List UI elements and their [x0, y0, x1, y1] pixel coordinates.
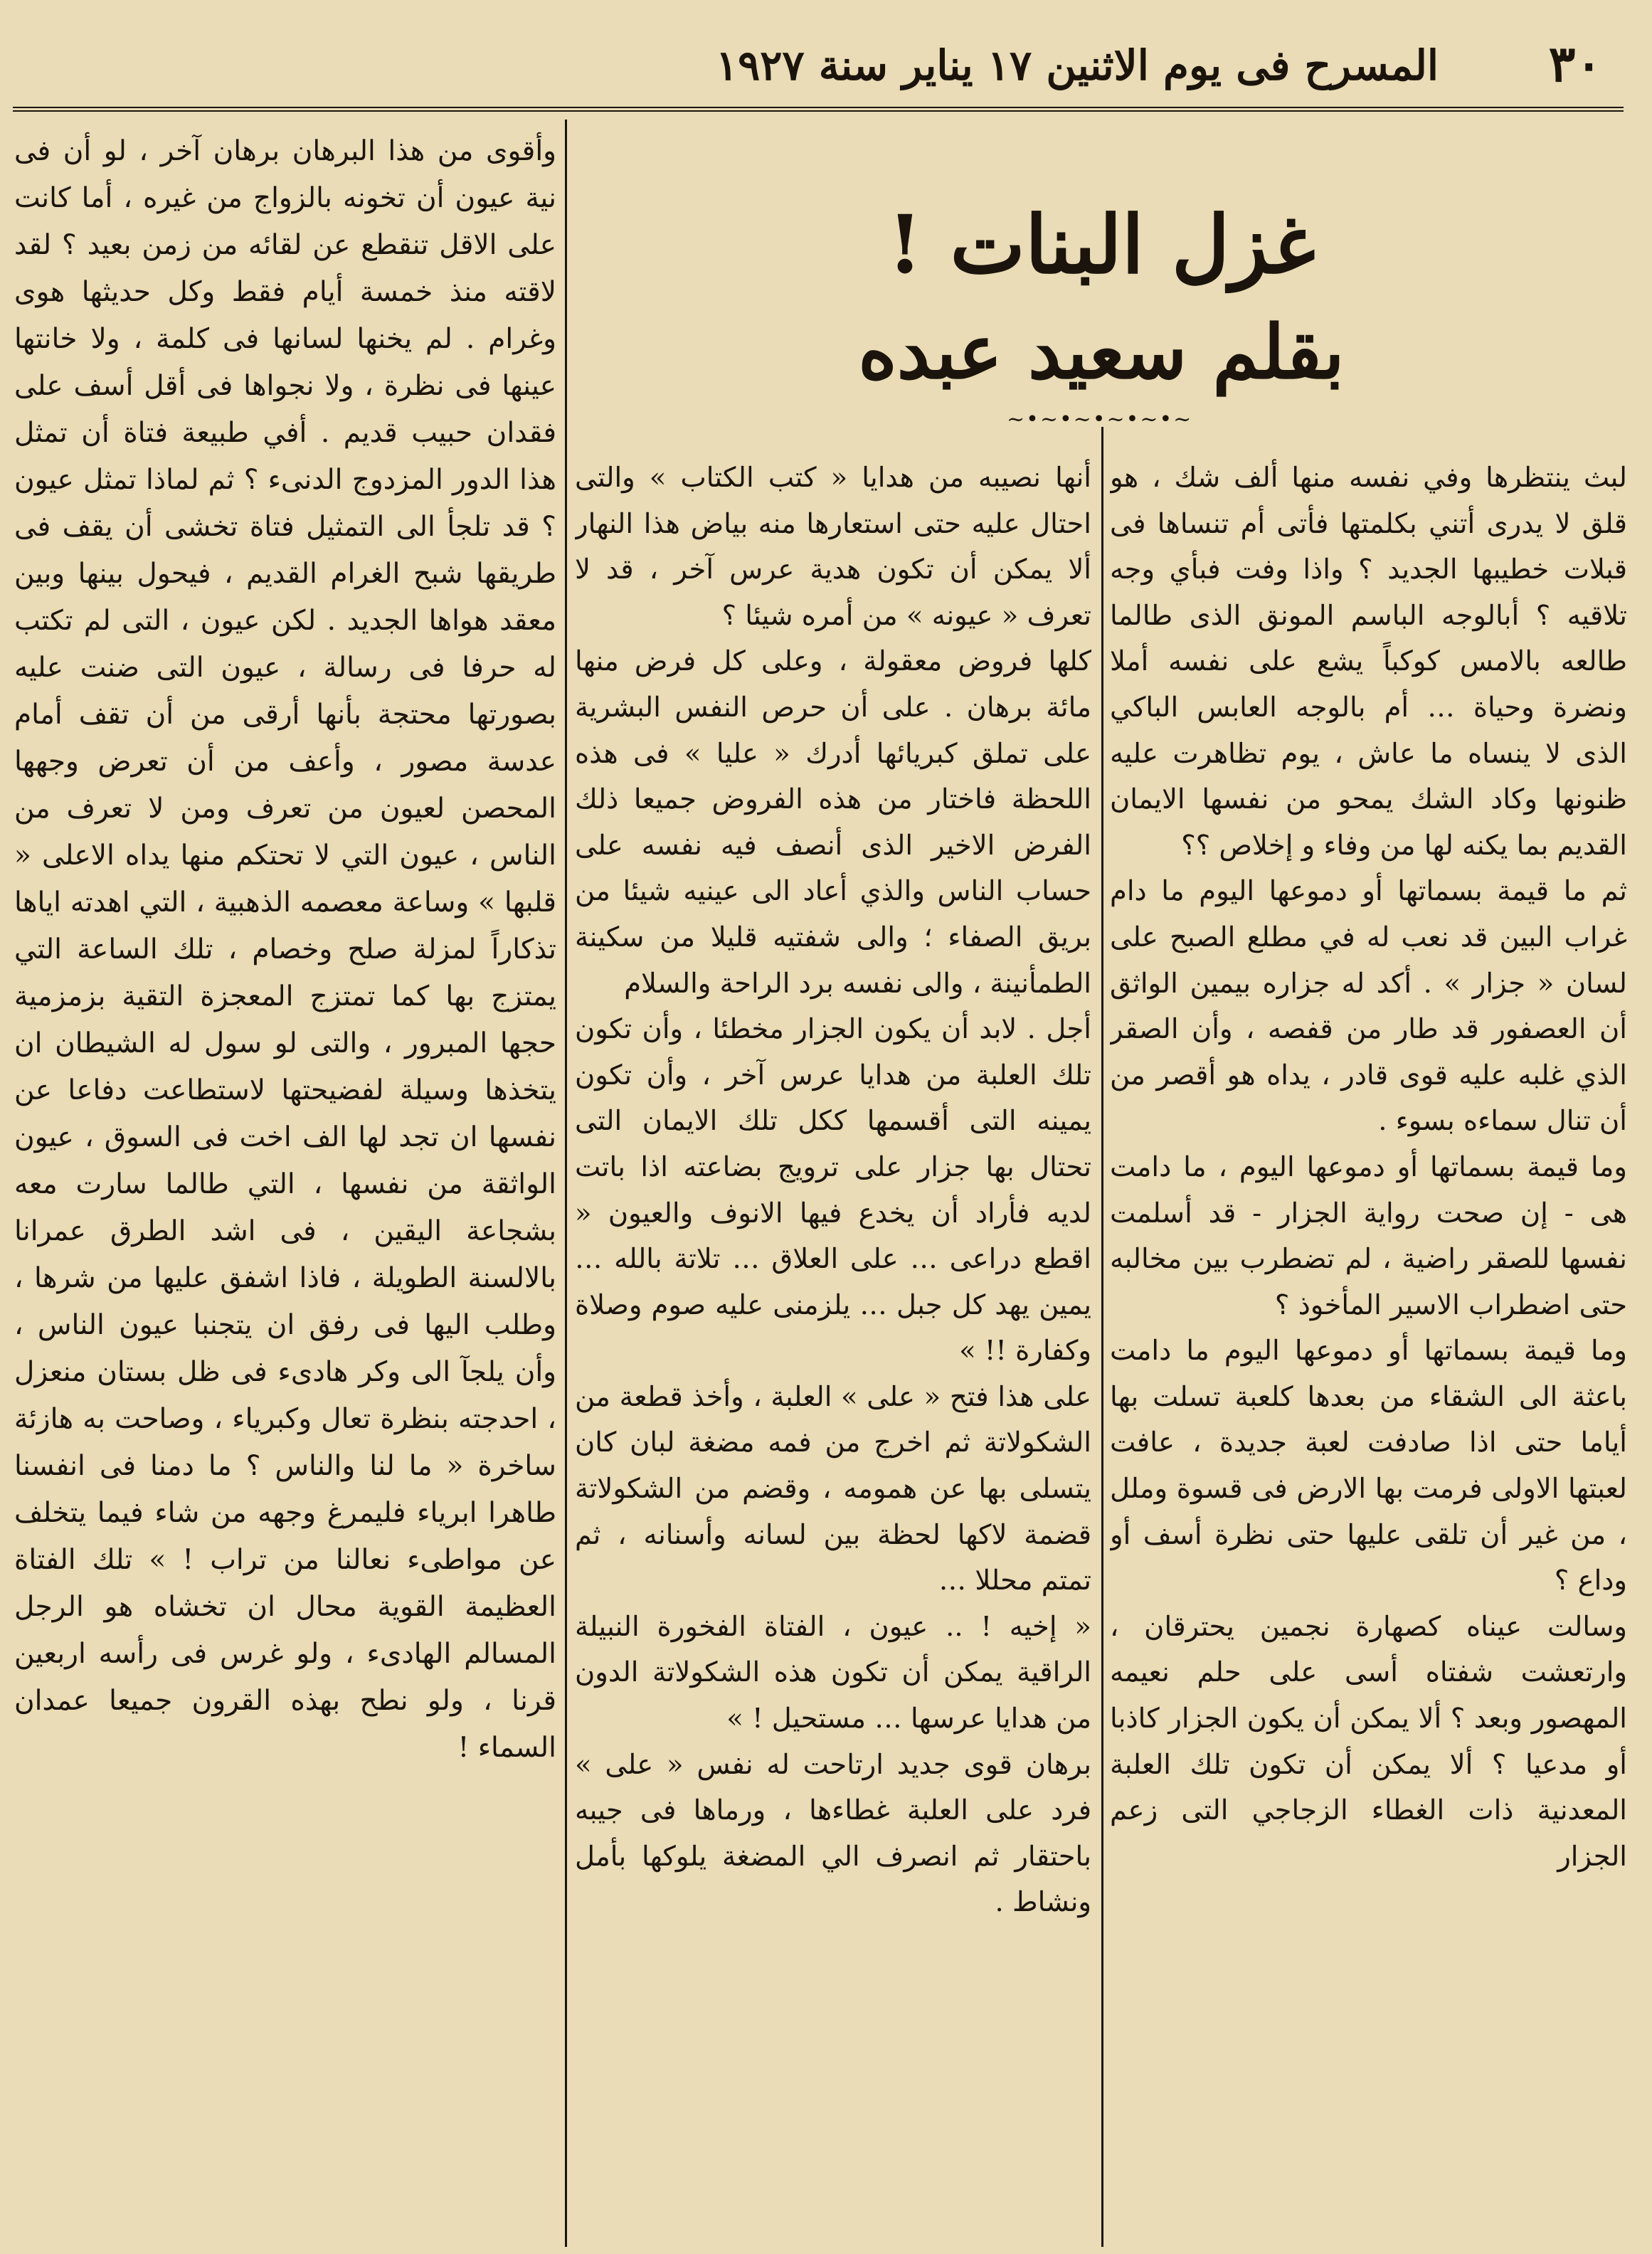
paragraph: لبث ينتظرها وفي نفسه منها ألف شك ، هو قلق لا يدرى أتني بكلمتها فأتى أم تنساها فى قبلات خطيبها الجديد ؟ واذا وفت فبأي وجه تلاقيه ؟ أبالوجه الباسم المونق الذى طالما طالعه بالامس كوكباً يشع على نفسه أملا ونضرة وحياة … أم بالوجه العابس الباكي الذى لا ينساه ما عاش ، يوم تظاهرت عليه ظنونها وكاد الشك يمحو من نفسها الايمان القديم بما يكنه لها من وفاء و إخلاص ؟؟ [1110, 462, 1627, 862]
article-column-middle [575, 455, 1091, 1926]
running-head: المسرح فى يوم الاثنين ١٧ يناير سنة ١٩٢٧ [716, 41, 1439, 90]
paragraph: « إخيه ! .. عيون ، الفتاة الفخورة النبيلة الراقية يمكن أن تكون هذه الشكولاتة الدون من هدايا عرسها … مستحيل ! » [575, 1610, 1091, 1735]
ornament-divider: ~•~•~•~•~•~ [1007, 407, 1193, 432]
article-heading [575, 192, 1628, 406]
column-divider-right [1101, 427, 1103, 2247]
column-divider-left [565, 120, 567, 2247]
article-byline: بقلم سعيد عبده [858, 308, 1345, 396]
paragraph: أجل . لابد أن يكون الجزار مخطئا ، وأن تكون تلك العلبة من هدايا عرس آخر ، وأن تكون يمينه التى أقسمها ككل تلك الايمان التى تحتال بها جزار على ترويج بضاعته اذا باتت لديه فأراد أن يخدع فيها الانوف والعيون « اقطع دراعى … على العلاق … تلاتة بالله … يمين يهد كل جبل … يلزمنى عليه صوم وصلاة وكفارة !! » [575, 1013, 1091, 1367]
paragraph: على هذا فتح « على » العلبة ، وأخذ قطعة من الشكولاتة ثم اخرج من فمه مضغة لبان كان يتسلى بها عن همومه ، وقضم من الشكولاتة قضمة لاكها لحظة بين لسانه وأسنانه ، ثم تمتم محللا … [575, 1380, 1091, 1597]
article-title: غزل البنات ! [887, 199, 1315, 292]
paragraph: برهان قوى جديد ارتاحت له نفس « على » فرد على العلبة غطاءها ، ورماها فى جيبه باحتقار ثم انصرف الي المضغة يلوكها بأمل ونشاط . [575, 1748, 1091, 1919]
article-column-left [14, 128, 556, 1772]
paragraph: وسالت عيناه كصهارة نجمين يحترقان ، وارتعشت شفتاه أسى على حلم نعيمه المهصور وبعد ؟ ألا يمكن أن يكون الجزار كاذبا أو مدعيا ؟ ألا يمكن أن تكون تلك العلبة المعدنية ذات الغطاء الزجاجي التى زعم الجزار [1110, 1610, 1627, 1873]
page-number: ٣٠ [1548, 34, 1602, 93]
paragraph: كلها فروض معقولة ، وعلى كل فرض منها مائة برهان . على أن حرص النفس البشرية على تملق كبريائها أدرك « عليا » فى هذه اللحظة فاختار من هذه الفروض جميعا ذلك الفرض الاخير الذى أنصف فيه نفسه على حساب الناس والذي أعاد الى عينيه شيئا من بريق الصفاء ؛ والى شفتيه قليلا من سكينة الطمأنينة ، والى نفسه برد الراحة والسلام [575, 645, 1091, 1000]
paragraph: ثم ما قيمة بسماتها أو دموعها اليوم ما دام غراب البين قد نعب له في مطلع الصبح على لسان « جزار » . أكد له جزاره بيمين الواثق أن العصفور قد طار من قفصه ، وأن الصقر الذي غلبه عليه قوى قادر ، يداه هو أقصر من أن تنال سماءه بسوء . [1110, 875, 1627, 1138]
paragraph: وما قيمة بسماتها أو دموعها اليوم ما دامت باعثة الى الشقاء من بعدها كلعبة تسلت بها أياما حتى اذا صادفت لعبة جديدة ، عافت لعبتها الاولى فرمت بها الارض فى قسوة وملل ، من غير أن تلقى عليها حتى نظرة أسف أو وداع ؟ [1110, 1335, 1627, 1597]
article-column-right [1110, 455, 1627, 1880]
paragraph: وما قيمة بسماتها أو دموعها اليوم ، ما دامت هى - إن صحت رواية الجزار - قد أسلمت نفسها للصقر راضية ، لم تضطرب بين مخالبه حتى اضطراب الاسير المأخوذ ؟ [1110, 1150, 1627, 1321]
paragraph: أنها نصيبه من هدايا « كتب الكتاب » والتى احتال عليه حتى استعارها منه بياض هذا النهار ألا يمكن أن تكون هدية عرس آخر ، قد لا تعرف « عيونه » من أمره شيئا ؟ [575, 462, 1091, 632]
paragraph: وأقوى من هذا البرهان برهان آخر ، لو أن فى نية عيون أن تخونه بالزواج من غيره ، أما كانت على الاقل تنقطع عن لقائه من زمن بعيد ؟ لقد لاقته منذ خمسة أيام فقط وكل حديثها هوى وغرام . لم يخنها لسانها فى كلمة ، ولا خانتها عينها فى نظرة ، ولا نجواها فى أقل أسف على فقدان حبيب قديم . أفي طبيعة فتاة أن تمثل هذا الدور المزدوج الدنىء ؟ ثم لماذا تمثل عيون ؟ قد تلجأ الى التمثيل فتاة تخشى أن يقف فى طريقها شبح الغرام القديم ، فيحول بينها وبين معقد هواها الجديد . لكن عيون ، التى لم تكتب له حرفا فى رسالة ، عيون التى ضنت عليه بصورتها محتجة بأنها أرقى من أن تقف أمام عدسة مصور ، وأعف من أن تعرض وجهها المحصن لعيون من تعرف ومن لا تعرف من الناس ، عيون التي لا تحتكم منها يداه الاعلى « قلبها » وساعة معصمه الذهبية ، التي اهدته اياها تذكاراً لمزلة صلح وخصام ، تلك الساعة التي يمتزج بها كما تمتزج المعجزة التقية بزمزمية حجها المبرور ، والتى لو سول له الشيطان ان يتخذها وسيلة لفضيحتها لاستطاعت دفاعا عن نفسها ان تجد لها الف اخت فى السوق ، عيون الواثقة من نفسها ، التي طالما سارت معه بشجاعة اليقين ، فى اشد الطرق عمرانا بالالسنة الطويلة ، فاذا اشفق عليها من شرها ، وطلب اليها فى رفق ان يتجنبا عيون الناس ، وأن يلجآ الى وكر هادىء فى ظل بستان منعزل ، احدجته بنظرة تعال وكبرياء ، وصاحت به هازئة ساخرة « ما لنا والناس ؟ ما دمنا فى انفسنا طاهرا ابرياء فليمرغ وجهه من شاء فيما يتخلف عن مواطىء نعالنا من تراب ! » تلك الفتاة العظيمة القوية محال ان تخشاه هو الرجل المسالم الهادىء ، ولو غرس فى رأسه اربعين قرنا ، ولو نطح بهذه القرون جميعا عمدان السماء ! [14, 135, 556, 1764]
page-header [0, 0, 1652, 107]
header-rule [13, 107, 1624, 112]
